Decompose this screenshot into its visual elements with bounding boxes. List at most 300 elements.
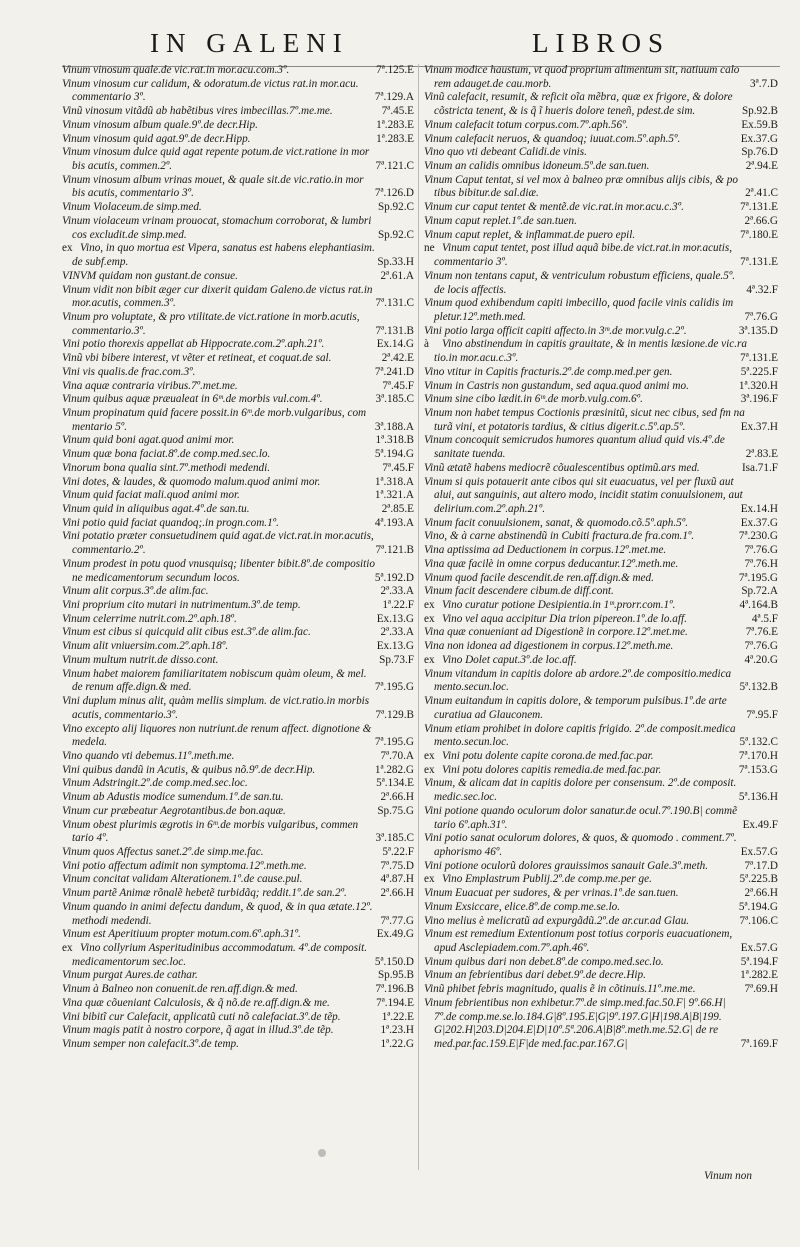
index-entry — [424, 64, 778, 78]
index-entry — [62, 201, 414, 215]
entry-text: medic.sec.loc. — [434, 791, 498, 804]
entry-reference: 1ª.282.E — [740, 969, 778, 982]
entry-reference: 5ª.194.G — [738, 900, 778, 913]
entry-text: mento.secun.loc. — [434, 681, 509, 694]
index-entry — [62, 352, 414, 366]
entry-text: Vinum caput replet.1º.de san.tuen. — [424, 214, 577, 227]
index-entry — [424, 736, 778, 750]
index-entry — [62, 434, 414, 448]
index-entry — [62, 585, 414, 599]
entry-reference: 2ª.33.A — [380, 585, 414, 598]
entry-text: Vinum alit corpus.3º.de alim.fac. — [62, 585, 209, 598]
entry-reference: 7ª.75.D — [380, 859, 414, 872]
entry-reference: 3ª.185.C — [375, 393, 414, 406]
entry-text: Vinum caput tentet, post illud aquã bibe.de vict.rat.in mor.acutis, — [442, 242, 733, 255]
entry-reference: 7ª.77.G — [380, 914, 414, 927]
index-entry — [424, 503, 778, 517]
entry-text: Vinum quod exhibendum capiti imbecillo, quod facile vinis calidis im — [424, 297, 734, 310]
index-entry — [424, 585, 778, 599]
entry-text: Vinum si quis potauerit ante cibos qui sit euacuatus, vel per fluxũ aut — [424, 475, 734, 488]
entry-reference: 2ª.33.A — [380, 626, 414, 639]
entry-text: Vinum quibus aquæ præualeat in 6ᵐ.de morbis vul.com.4º. — [62, 393, 323, 406]
entry-text: curatiua ad Glauconem. — [434, 708, 544, 721]
index-entry — [424, 750, 778, 764]
entry-text: Vinum propinatum quid facere possit.in 6ᵐ.de morb.vulgaribus, com — [62, 406, 367, 419]
entry-text: Vinum quid in aliquibus agat.4º.de san.tu. — [62, 503, 250, 515]
entry-prefix: à — [424, 338, 429, 351]
index-entry — [424, 242, 778, 256]
index-entry — [424, 380, 778, 394]
entry-reference: 1ª.22.E — [381, 1010, 414, 1023]
entry-reference: 7ª.121.B — [375, 544, 414, 557]
entry-reference: 2ª.66.H — [744, 887, 778, 900]
entry-text: commentario.3º. — [72, 324, 146, 337]
index-entry — [424, 860, 778, 874]
entry-text: Vino vel aqua accipitur Dia trion pipereon.1º.de lo.aff. — [442, 612, 687, 625]
index-entry — [62, 668, 414, 682]
entry-reference: 4ª.32.F — [746, 283, 778, 296]
index-entry — [424, 983, 778, 997]
entry-reference: Isa.71.F — [741, 461, 778, 474]
entry-reference: 7ª.131.E — [740, 352, 778, 365]
index-entry — [424, 297, 778, 311]
index-entry — [62, 640, 414, 654]
entry-text: Vinum cur præbeatur Aegrotantibus.de bon.aquæ. — [62, 804, 286, 817]
entry-text: cõstricta tenent, & is q̃ ĩ hueris dolore teneñ, pdest.de sim. — [434, 105, 696, 118]
entry-text: apud Asclepiadem.com.7º.aph.46º. — [434, 942, 590, 954]
entry-reference: 7ª.69.H — [744, 983, 778, 996]
entry-reference: 7ª.95.F — [746, 708, 778, 721]
entry-reference: 7ª.131.E — [740, 256, 778, 269]
entry-text: de locis affectis. — [434, 283, 507, 296]
index-entry — [62, 215, 414, 229]
entry-text: Vinum est Aperitiuum propter motum.com.6º.aph.31º. — [62, 928, 301, 941]
entry-text: Vina quæ facilè in omne corpus deducantur.12º.meth.me. — [424, 557, 679, 570]
entry-text: de renum affe.dign.& med. — [72, 681, 192, 694]
entry-reference: 5ª.132.C — [739, 736, 778, 749]
entry-text: Vinum pro voluptate, & pro vtilitate.de vict.ratione in morb.acutis, — [62, 310, 360, 323]
entry-reference: Ex.13.G — [376, 640, 414, 653]
index-entry — [424, 91, 778, 105]
entry-text: G|202.H|203.D|204.E|D|10º.5ª.206.A|B|8º.meth.me.52.G| de re — [434, 1024, 719, 1037]
entry-text: Vinum quod facile descendit.de ren.aff.dign.& med. — [424, 571, 654, 584]
entry-text: mentario 5º. — [72, 420, 128, 433]
entry-text: pletur.12º.meth.med. — [434, 310, 526, 323]
entry-text: Vinum sine cibo lædit.in 6ᵐ.de morb.vulg.com.6º. — [424, 393, 643, 406]
entry-text: Vinum Exsiccare, elice.8º.de comp.me.se.lo. — [424, 900, 621, 913]
entry-prefix: ex — [424, 599, 435, 612]
entry-text: Vinum an febrientibus dari debet.9º.de decre.Hip. — [424, 969, 646, 982]
entry-text: Vinum vinosum album quale.9º.de decr.Hip. — [62, 118, 258, 131]
entry-text: Vini proprium cito mutari in nutrimentum.3º.de temp. — [62, 599, 301, 612]
entry-reference: Sp.92.C — [377, 228, 414, 241]
index-entry — [62, 723, 414, 737]
entry-text: Vino, & à carne abstinendũ in Cubiti fractura.de fra.com.1º. — [424, 530, 695, 543]
entry-reference: 7ª.129.B — [375, 708, 414, 721]
entry-text: tibus bibitur.de sal.diæ. — [434, 187, 539, 200]
entry-reference: 1ª.318.B — [375, 434, 414, 447]
index-entry — [62, 764, 414, 778]
entry-text: alui, aut sanguinis, aut altero modo, incidit statim conuulsionem, aut — [434, 489, 743, 502]
index-entry — [424, 846, 778, 860]
entry-text: Vini potio affectum adimit non symptoma.12º.meth.me. — [62, 859, 307, 872]
ink-smudge — [318, 1149, 326, 1157]
entry-text: aphorismo 46º. — [434, 845, 503, 858]
entry-reference: 2ª.61.A — [380, 269, 414, 282]
index-entry — [424, 956, 778, 970]
entry-reference: Sp.76.D — [741, 146, 778, 159]
entry-text: Vinum semper non calefacit.3º.de temp. — [62, 1038, 239, 1051]
index-entry — [62, 91, 414, 105]
index-entry — [62, 530, 414, 544]
index-entry — [62, 572, 414, 586]
entry-reference: 4ª.20.G — [744, 653, 778, 666]
entry-reference: 1ª.283.E — [376, 118, 414, 131]
entry-text: Vinum quos Affectus sanet.2º.de simp.me.fac. — [62, 845, 264, 858]
index-entry — [62, 338, 414, 352]
index-entry — [62, 695, 414, 709]
index-entry — [424, 764, 778, 778]
index-entry — [424, 229, 778, 243]
entry-reference: 7ª.17.D — [744, 859, 778, 872]
entry-reference: Ex.57.G — [740, 845, 778, 858]
index-entry — [424, 969, 778, 983]
index-entry — [424, 1011, 778, 1025]
entry-text: Vino, in quo mortua est Vipera, sanatus est habens elephantiasim. — [80, 242, 375, 255]
entry-reference: 4ª.87.H — [380, 873, 414, 886]
entry-text: ne medicamentorum secundum locos. — [72, 571, 240, 584]
entry-text: Vinum habet maiorem familiaritatem nobiscum quàm oleum, & mel. — [62, 667, 367, 680]
index-entry — [424, 599, 778, 613]
entry-text: Vinum modice haustum, vt quod proprium alimentum sit, natiuum calo — [424, 64, 740, 76]
entry-reference: 7ª.195.G — [374, 736, 414, 749]
index-entry — [62, 997, 414, 1011]
entry-text: Vinũ vbi bibere interest, vt vẽter et retineat, et coquat.de sal. — [62, 352, 332, 365]
entry-text: Vinum Violaceum.de simp.med. — [62, 201, 202, 214]
entry-reference: Ex.37.G — [740, 516, 778, 529]
entry-text: Vini potio quid faciat quandoq;.in progn.com.1º. — [62, 516, 279, 529]
entry-text: Vinum obest plurimis ægrotis in 6ᵐ.de morbis vulgaribus, commen — [62, 818, 359, 831]
entry-text: tario 6º.aph.31º. — [434, 818, 508, 831]
entry-text: acutis, commentario.3º. — [72, 708, 179, 721]
entry-reference: 5ª.132.B — [739, 681, 778, 694]
index-entry — [62, 476, 414, 490]
entry-text: Vina aptissima ad Deductionem in corpus.12º.met.me. — [424, 544, 667, 557]
index-entry — [62, 599, 414, 613]
entry-text: Vino quando vti debemus.11º.meth.me. — [62, 749, 235, 762]
index-entry — [424, 462, 778, 476]
index-entry — [424, 819, 778, 833]
entry-reference: 7ª.76.H — [744, 557, 778, 570]
index-entry — [62, 517, 414, 531]
index-entry — [62, 78, 414, 92]
index-entry — [62, 1011, 414, 1025]
index-entry — [424, 530, 778, 544]
entry-text: Vinum prodest in potu quod vnusquisq; libenter bibit.8º.de compositio — [62, 557, 375, 570]
entry-text: Vinum facit conuulsionem, sanat, & quomodo.cõ.5º.aph.5º. — [424, 516, 689, 529]
index-entry — [424, 352, 778, 366]
index-entry — [62, 654, 414, 668]
index-entry — [424, 421, 778, 435]
index-entry — [62, 544, 414, 558]
entry-reference: 3ª.185.C — [375, 832, 414, 845]
index-entry — [62, 1038, 414, 1052]
index-entry — [424, 928, 778, 942]
entry-reference: 2ª.41.C — [745, 187, 778, 200]
index-entry — [62, 174, 414, 188]
entry-reference: 2ª.94.E — [745, 160, 778, 173]
entry-reference: Ex.14.G — [376, 338, 414, 351]
index-entry — [62, 928, 414, 942]
index-entry — [424, 517, 778, 531]
entry-reference: 7ª.241.D — [374, 365, 414, 378]
entry-reference: 7ª.230.G — [738, 530, 778, 543]
entry-reference: 7ª.45.F — [382, 461, 414, 474]
entry-prefix: ex — [424, 873, 435, 886]
entry-prefix: ex — [62, 242, 73, 255]
index-entry — [424, 668, 778, 682]
entry-text: Vini quibus dandũ in Acutis, & quibus nõ.9º.de decr.Hip. — [62, 763, 316, 776]
entry-text: Vini bibitĩ cur Calefacit, applicatũ cuti nõ calefaciat.3º.de tẽp. — [62, 1010, 341, 1023]
index-entry — [62, 393, 414, 407]
entry-text: Vino excepto alij liquores non nutriunt.de renum affect. dignotione & — [62, 722, 372, 735]
index-entry — [62, 901, 414, 915]
entry-reference: 7ª.195.G — [738, 571, 778, 584]
entry-text: Vinum multum nutrit.de disso.cont. — [62, 653, 219, 666]
entry-reference: Sp.72.A — [741, 585, 778, 598]
entry-reference: Sp.75.G — [377, 804, 414, 817]
index-entry — [62, 805, 414, 819]
entry-reference: 5ª.194.F — [740, 955, 778, 968]
index-entry — [424, 187, 778, 201]
index-entry — [424, 284, 778, 298]
entry-text: Vina aquæ contraria viribus.7º.met.me. — [62, 379, 238, 392]
entry-text: VINVM quidam non gustant.de consue. — [62, 269, 238, 282]
entry-text: mento.secun.loc. — [434, 736, 509, 749]
entry-text: Vinum Adstringit.2º.de comp.med.sec.loc. — [62, 777, 248, 790]
index-entry — [424, 723, 778, 737]
entry-text: Vinum alit vniuersim.com.2º.aph.18º. — [62, 640, 229, 653]
index-entry — [424, 887, 778, 901]
index-entry — [62, 873, 414, 887]
entry-reference: 7ª.194.E — [376, 996, 414, 1009]
entry-text: Vinum magis patit à nostro corpore, q̃ agat in illud.3º.de tẽp. — [62, 1024, 334, 1037]
index-entry — [62, 380, 414, 394]
entry-text: Vinum violaceum vrinam prouocat, stomachum corroborat, & lumbri — [62, 214, 372, 227]
index-entry — [62, 832, 414, 846]
index-entry — [424, 942, 778, 956]
index-entry — [424, 915, 778, 929]
index-entry — [424, 105, 778, 119]
running-head-left: IN GALENI — [150, 28, 349, 58]
index-entry — [424, 338, 778, 352]
index-entry — [62, 105, 414, 119]
index-entry — [62, 489, 414, 503]
entry-text: rem adauget.de cau.morb. — [434, 77, 552, 90]
entry-reference: 7ª.76.G — [744, 310, 778, 323]
entry-text: Vini potione quando oculorum dolor sanatur.de ocul.7º.190.B| commẽ — [424, 804, 738, 817]
entry-reference: 3ª.135.D — [738, 324, 778, 337]
entry-reference: 7ª.125.E — [376, 64, 414, 76]
index-entry — [424, 544, 778, 558]
index-entry — [424, 613, 778, 627]
index-entry — [62, 860, 414, 874]
entry-text: delirium.com.2º.aph.21º. — [434, 503, 546, 515]
index-entry — [62, 887, 414, 901]
entry-text: cos excludit.de simp.med. — [72, 228, 187, 241]
entry-text: Vini potio larga officit capiti affecto.in 3ᵐ.de mor.vulg.c.2º. — [424, 324, 687, 337]
entry-reference: 4ª.164.B — [739, 599, 778, 612]
entry-text: Vinum à Balneo non conuenit.de ren.aff.dign.& med. — [62, 983, 298, 996]
entry-reference: 7ª.45.E — [381, 105, 414, 118]
index-entry — [62, 325, 414, 339]
entry-reference: 2ª.66.H — [380, 791, 414, 804]
index-entry — [62, 503, 414, 517]
entry-reference: 5ª.150.D — [374, 955, 414, 968]
entry-reference: Ex.49.F — [742, 818, 778, 831]
entry-text: medela. — [72, 736, 108, 749]
entry-text: Vinum Euacuat per sudores, & per vrinas.1º.de san.tuen. — [424, 887, 679, 900]
index-entry — [62, 256, 414, 270]
index-entry — [62, 613, 414, 627]
entry-prefix: ex — [424, 763, 435, 776]
index-entry — [424, 393, 778, 407]
entry-reference: 7ª.126.D — [374, 187, 414, 200]
entry-text: methodi medendi. — [72, 914, 152, 927]
index-entry — [62, 462, 414, 476]
index-entry — [424, 1038, 778, 1052]
entry-text: Vinum vidit non bibit æger cur dixerit quidam Galeno.de victus rat.in — [62, 283, 373, 296]
entry-reference: 7ª.196.B — [375, 983, 414, 996]
index-entry — [62, 750, 414, 764]
entry-reference: 1ª.320.H — [738, 379, 778, 392]
entry-text: Vini potu dolores capitis remedia.de med.fac.par. — [442, 763, 662, 776]
entry-reference: Ex.49.G — [376, 928, 414, 941]
index-entry — [62, 448, 414, 462]
entry-text: tio.in mor.acu.c.3º. — [434, 352, 519, 365]
entry-text: sanitate tuenda. — [434, 448, 506, 461]
entry-text: Vinum non habet tempus Coctionis præsinitũ, sicut nec cibus, sed fm na — [424, 406, 745, 419]
index-entry — [62, 64, 414, 78]
entry-reference: 2ª.83.E — [745, 448, 778, 461]
index-entry — [424, 681, 778, 695]
index-entry — [424, 256, 778, 270]
entry-reference: 4ª.193.A — [374, 516, 414, 529]
index-entry — [62, 626, 414, 640]
entry-reference: 5ª.134.E — [376, 777, 414, 790]
index-entry — [424, 448, 778, 462]
index-entry — [424, 873, 778, 887]
entry-reference: Ex.37.H — [740, 420, 778, 433]
running-head-right: LIBROS — [532, 28, 671, 58]
entry-reference: 5ª.194.G — [374, 448, 414, 461]
entry-text: Vinum concitat validam Alterationem.1º.de cause.pul. — [62, 873, 303, 886]
entry-text: Vino quo vti debeant Calidi.de vinis. — [424, 146, 587, 159]
entry-text: Vinum partẽ Animæ rõnalẽ hebetẽ turbidãq; reddit.1º.de san.2º. — [62, 887, 347, 900]
entry-text: Vini potio thorexis appellat ab Hippocrate.com.2º.aph.21º. — [62, 338, 325, 351]
entry-reference: 5ª.22.F — [382, 845, 414, 858]
entry-reference: 7ª.76.G — [744, 544, 778, 557]
index-entry — [62, 942, 414, 956]
entry-text: Vinum calefacit neruos, & quandoq; iuuat.com.5º.aph.5º. — [424, 132, 681, 145]
entry-reference: 2ª.66.G — [744, 214, 778, 227]
entry-text: Vinum quibus dari non debet.8º.de compo.med.sec.lo. — [424, 955, 664, 968]
index-entry — [424, 78, 778, 92]
entry-reference: Sp.92.B — [741, 105, 778, 118]
entry-reference: Sp.73.F — [379, 653, 414, 666]
entry-text: turã vini, et potatoris tardius, & citius digerit.c.5º.ap.5º. — [434, 420, 686, 433]
index-entry — [424, 434, 778, 448]
index-entry — [424, 695, 778, 709]
entry-text: Vinum purgat Aures.de cathar. — [62, 969, 198, 982]
entry-text: mor.acutis, commen.3º. — [72, 297, 176, 310]
index-entry — [62, 311, 414, 325]
index-entry — [62, 160, 414, 174]
entry-text: Vino Emplastrum Publij.2º.de comp.me.per ge. — [442, 873, 652, 886]
index-entry — [62, 558, 414, 572]
entry-reference: 7ª.76.E — [745, 626, 778, 639]
index-entry — [62, 969, 414, 983]
index-entry — [424, 791, 778, 805]
index-entry — [62, 736, 414, 750]
entry-text: bis acutis, commen.2º. — [72, 160, 173, 173]
index-entry — [62, 297, 414, 311]
entry-text: Vinum vinosum quale.de vic.rat.in mor.acu.com.3º. — [62, 64, 290, 76]
entry-text: Vinum vitandum in capitis dolore ab ardore.2º.de compositio.medica — [424, 667, 732, 680]
entry-text: Vinum est remedium Extentionum post totius corporis euacuationem, — [424, 928, 733, 941]
entry-reference: 1ª.318.A — [374, 475, 414, 488]
entry-reference: 1ª.23.H — [380, 1024, 414, 1037]
index-entry — [424, 201, 778, 215]
entry-reference: 7ª.129.A — [374, 91, 414, 104]
entry-text: Vini duplum minus alit, quàm mellis simplum. de vict.ratio.in morbis — [62, 695, 370, 708]
index-entry — [62, 777, 414, 791]
entry-reference: Ex.57.G — [740, 942, 778, 954]
index-entry — [424, 626, 778, 640]
entry-prefix: ex — [424, 612, 435, 625]
index-entry — [62, 270, 414, 284]
entry-prefix: ex — [424, 749, 435, 762]
index-entry — [424, 640, 778, 654]
entry-reference: 1ª.22.G — [380, 1038, 414, 1051]
entry-text: Vinum euitandum in capitis dolore, & temporum pulsibus.1º.de arte — [424, 695, 727, 708]
index-entry — [424, 325, 778, 339]
entry-text: Vini potio sanat oculorum dolores, & quos, & quomodo . comment.7º. — [424, 832, 737, 845]
entry-reference: 7ª.121.C — [375, 160, 414, 173]
entry-text: Vinũ ætatẽ habens mediocrẽ cõualescentibus optimũ.ars med. — [424, 461, 700, 474]
index-entry — [62, 187, 414, 201]
entry-reference: 7ª.131.C — [375, 297, 414, 310]
index-entry — [424, 270, 778, 284]
entry-text: Vinum etiam prohibet in dolore capitis frigido. 2º.de composit.medica — [424, 722, 736, 735]
entry-text: bis acutis, commentario 3º. — [72, 187, 194, 200]
index-entry — [424, 805, 778, 819]
entry-text: Vinum in Castris non gustandum, sed aqua.quod animi mo. — [424, 379, 689, 392]
index-column-left — [62, 64, 414, 1052]
entry-reference: 7ª.76.G — [744, 640, 778, 653]
entry-text: tario 4º. — [72, 832, 109, 845]
index-entry — [424, 558, 778, 572]
entry-text: Vinũ vinosum vitãdũ ab habẽtibus vires imbecillas.7º.me.me. — [62, 105, 333, 118]
entry-text: med.par.fac.159.E|F|de med.fac.par.167.G| — [434, 1038, 628, 1051]
entry-text: Vinum facit descendere cibum.de diff.cont. — [424, 585, 614, 598]
entry-text: Vinum ab Adustis modice sumendum.1º.de san.tu. — [62, 791, 284, 804]
entry-reference: Sp.95.B — [377, 969, 414, 982]
entry-reference: 5ª.225.F — [740, 365, 778, 378]
entry-reference: 7ª.195.G — [374, 681, 414, 694]
index-entry — [62, 915, 414, 929]
index-entry — [62, 819, 414, 833]
